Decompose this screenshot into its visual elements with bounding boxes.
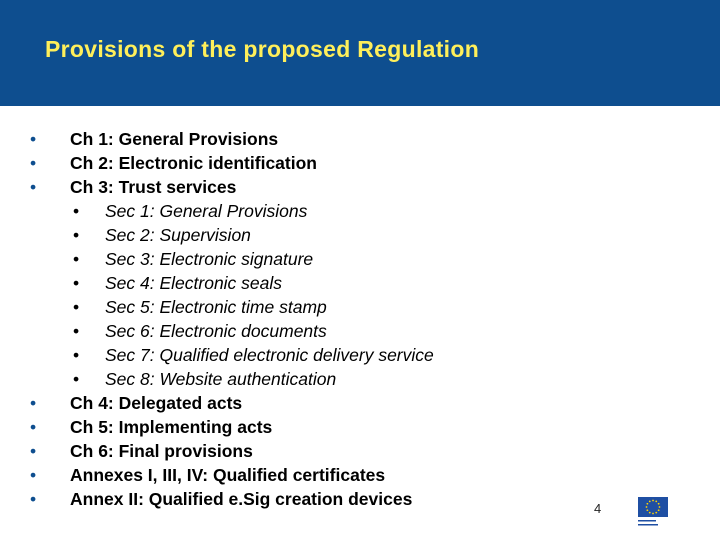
list-item <box>30 463 650 487</box>
page-number: 4 <box>594 501 602 516</box>
list-item-text: Ch 1: General Provisions <box>70 129 279 149</box>
eu-flag-icon <box>636 496 694 532</box>
bullet-icon: • <box>30 489 37 509</box>
sub-list-item <box>30 223 650 247</box>
sub-list-item-text: Sec 7: Qualified electronic delivery service <box>105 345 434 365</box>
list-item-text: Ch 6: Final provisions <box>70 441 253 461</box>
list-item-text: Annex II: Qualified e.Sig creation devices <box>70 489 413 509</box>
bullet-icon: • <box>30 393 37 413</box>
sub-list-item <box>30 319 650 343</box>
sub-list-item-text: Sec 3: Electronic signature <box>105 249 314 269</box>
sub-list-item <box>30 271 650 295</box>
list-item-text: Ch 3: Trust services <box>70 177 237 197</box>
bullet-icon: • <box>30 177 37 197</box>
slide-header <box>0 0 720 106</box>
bullet-icon: • <box>73 249 80 269</box>
list-item <box>30 439 650 463</box>
bullet-icon: • <box>73 369 80 389</box>
sub-list-item <box>30 343 650 367</box>
bullet-icon: • <box>73 273 80 293</box>
list-item-text: Ch 2: Electronic identification <box>70 153 317 173</box>
sub-list-item-text: Sec 5: Electronic time stamp <box>105 297 327 317</box>
list-item <box>30 151 650 175</box>
sub-list-item-text: Sec 6: Electronic documents <box>105 321 327 341</box>
sub-list-item <box>30 199 650 223</box>
bullet-icon: • <box>73 345 80 365</box>
sub-list-item <box>30 295 650 319</box>
sub-list-item-text: Sec 2: Supervision <box>105 225 251 245</box>
sub-list-item-text: Sec 1: General Provisions <box>105 201 308 221</box>
bullet-icon: • <box>73 321 80 341</box>
bullet-icon: • <box>30 417 37 437</box>
bullet-icon: • <box>30 465 37 485</box>
sub-list-item <box>30 367 650 391</box>
list-item <box>30 127 650 151</box>
bullet-icon: • <box>30 441 37 461</box>
bullet-icon: • <box>30 129 37 149</box>
list-item <box>30 415 650 439</box>
list-item <box>30 175 650 199</box>
bullet-icon: • <box>73 225 80 245</box>
list-item-text: Ch 5: Implementing acts <box>70 417 273 437</box>
bullet-icon: • <box>73 297 80 317</box>
list-item <box>30 391 650 415</box>
sub-list-item-text: Sec 4: Electronic seals <box>105 273 283 293</box>
list-item-text: Annexes I, III, IV: Qualified certificates <box>70 465 386 485</box>
sub-list-item <box>30 247 650 271</box>
list-item-text: Ch 4: Delegated acts <box>70 393 243 413</box>
list-item <box>30 487 650 511</box>
bullet-list <box>30 127 650 511</box>
sub-list-item-text: Sec 8: Website authentication <box>105 369 337 389</box>
bullet-icon: • <box>73 201 80 221</box>
slide-title: Provisions of the proposed Regulation <box>45 36 480 62</box>
bullet-icon: • <box>30 153 37 173</box>
